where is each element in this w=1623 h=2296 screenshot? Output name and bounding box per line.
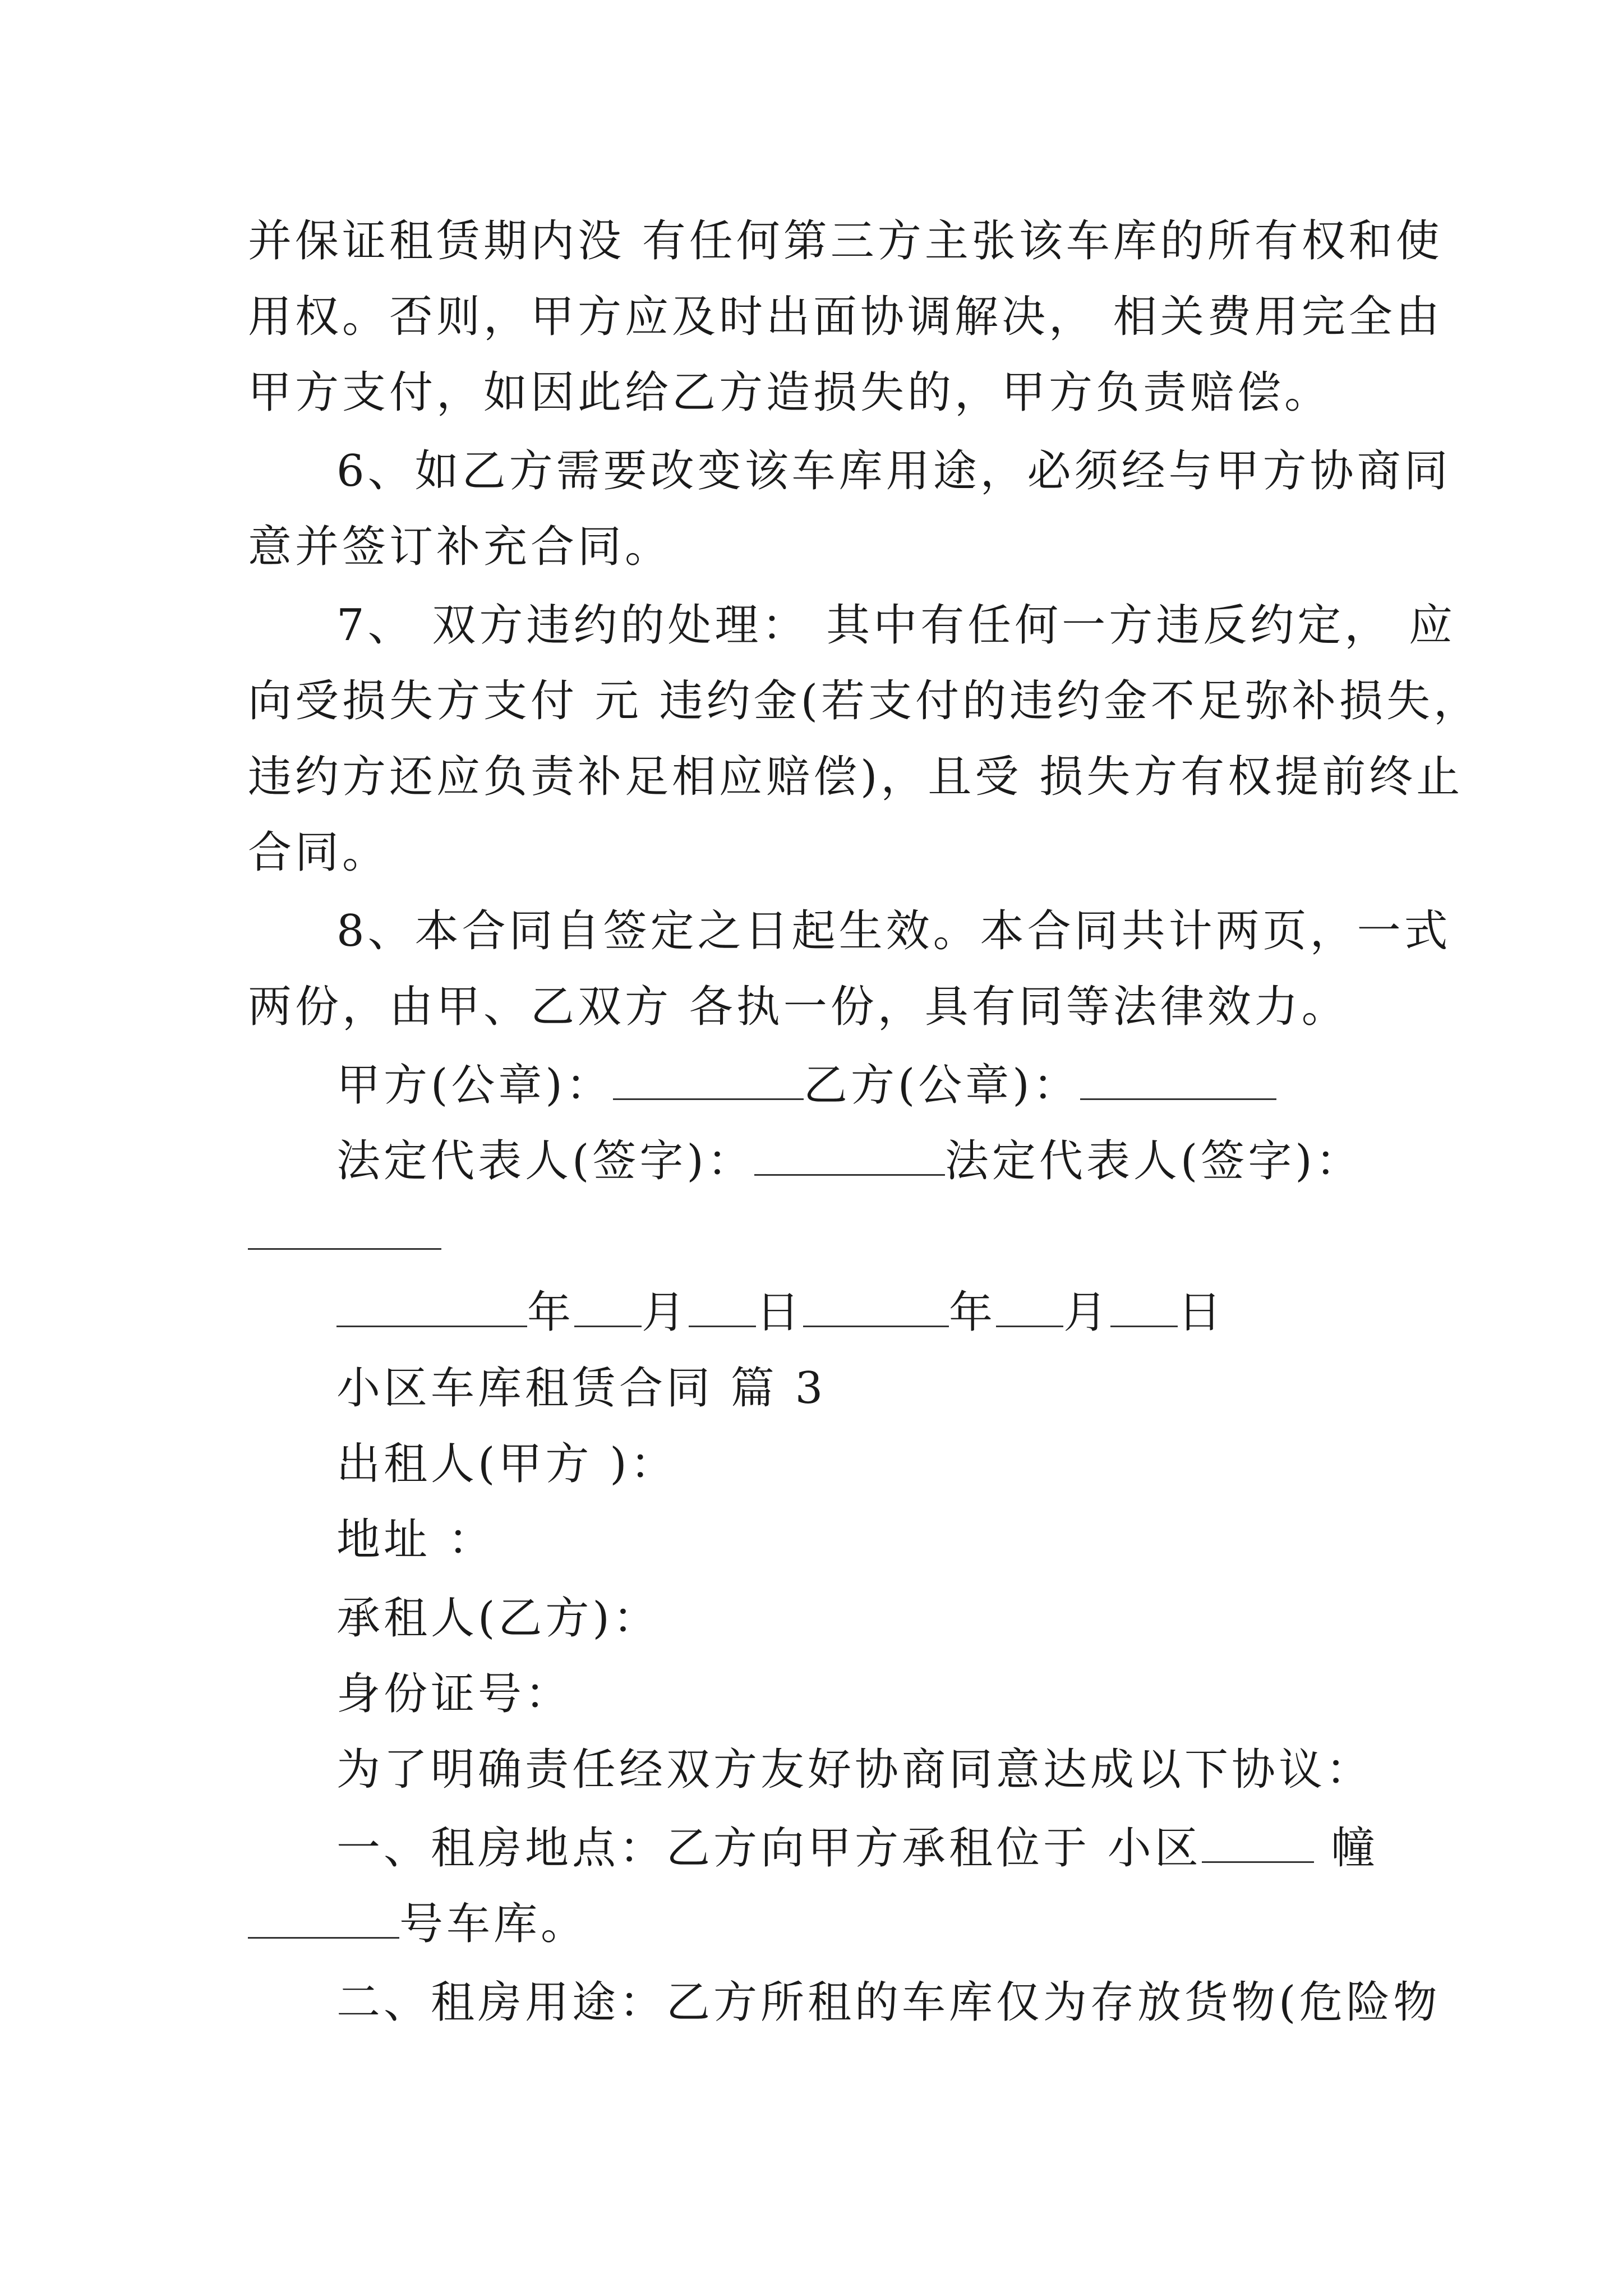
party-a-seal-label: 甲方(公章)： — [336, 1060, 613, 1111]
clause-1-line — [336, 1820, 1378, 1876]
year-b-label: 年 — [949, 1287, 997, 1338]
party-b-seal-label: 乙方(公章)： — [803, 1060, 1080, 1111]
body-line: 合同。 — [248, 827, 390, 878]
section-title: 小区车库租赁合同 篇 3 — [336, 1363, 827, 1414]
id-number-line: 身份证号： — [336, 1669, 573, 1719]
clause-1-continued — [248, 1896, 588, 1952]
day-b-label: 日 — [1178, 1287, 1225, 1338]
lessee-line: 承租人(乙方)： — [336, 1593, 660, 1644]
day-b-blank[interactable] — [1110, 1286, 1178, 1327]
seal-line — [336, 1057, 1276, 1114]
body-line: 并保证租赁期内没 有任何第三方主张该车库的所有权和使 — [248, 216, 1443, 266]
day-a-label: 日 — [756, 1287, 804, 1338]
intro-line: 为了明确责任经双方友好协商同意达成以下协议： — [336, 1745, 1373, 1795]
lessor-line: 出租人(甲方 )： — [336, 1439, 677, 1489]
clause-7-line: 7、 双方违约的处理： 其中有任何一方违反约定， 应 — [336, 600, 1456, 651]
address-line: 地址 ： — [336, 1515, 495, 1565]
body-line: 两份，由甲、乙双方 各执一份，具有同等法律效力。 — [248, 982, 1349, 1032]
party-b-seal-blank[interactable] — [1080, 1059, 1276, 1100]
month-b-blank[interactable] — [996, 1286, 1063, 1327]
day-a-blank[interactable] — [689, 1286, 756, 1327]
rep-a-label: 法定代表人(签字)： — [336, 1136, 754, 1186]
representative-line — [336, 1133, 1363, 1189]
rep-b-blank[interactable] — [248, 1248, 441, 1250]
clause-8-line: 8、本合同自签定之日起生效。本合同共计两页，一式 — [336, 906, 1451, 956]
body-line: 违约方还应负责补足相应赔偿)，且受 损失方有权提前终止 — [248, 752, 1464, 802]
party-a-seal-blank[interactable] — [613, 1059, 804, 1100]
year-a-blank[interactable] — [336, 1286, 527, 1327]
clause-6-line: 6、如乙方需要改变该车库用途，必须经与甲方协商同 — [336, 446, 1451, 496]
year-b-blank[interactable] — [803, 1286, 949, 1327]
rep-a-blank[interactable] — [754, 1135, 945, 1176]
year-a-label: 年 — [527, 1287, 575, 1338]
clause-1-building: 幢 — [1313, 1823, 1378, 1874]
clause-1-text: 一、租房地点：乙方向甲方承租位于 小区 — [336, 1823, 1202, 1874]
date-line — [336, 1285, 1225, 1341]
body-line: 向受损失方支付 元 违约金(若支付的违约金不足弥补损失， — [248, 676, 1481, 726]
body-line: 甲方支付，如因此给乙方造损失的，甲方负责赔偿。 — [248, 367, 1332, 418]
month-b-label: 月 — [1063, 1287, 1111, 1338]
body-line: 用权。否则，甲方应及时出面协调解决， 相关费用完全由 — [248, 292, 1443, 342]
clause-1-garage: 号车库。 — [399, 1899, 588, 1949]
clause-2-line: 二、租房用途：乙方所租的车库仅为存放货物(危险物 — [336, 1977, 1441, 2028]
rep-b-label: 法定代表人(签字)： — [944, 1136, 1363, 1186]
month-a-label: 月 — [642, 1287, 689, 1338]
month-a-blank[interactable] — [574, 1286, 642, 1327]
building-blank[interactable] — [1202, 1822, 1314, 1863]
body-line: 意并签订补充合同。 — [248, 522, 672, 572]
garage-number-blank[interactable] — [248, 1898, 399, 1939]
